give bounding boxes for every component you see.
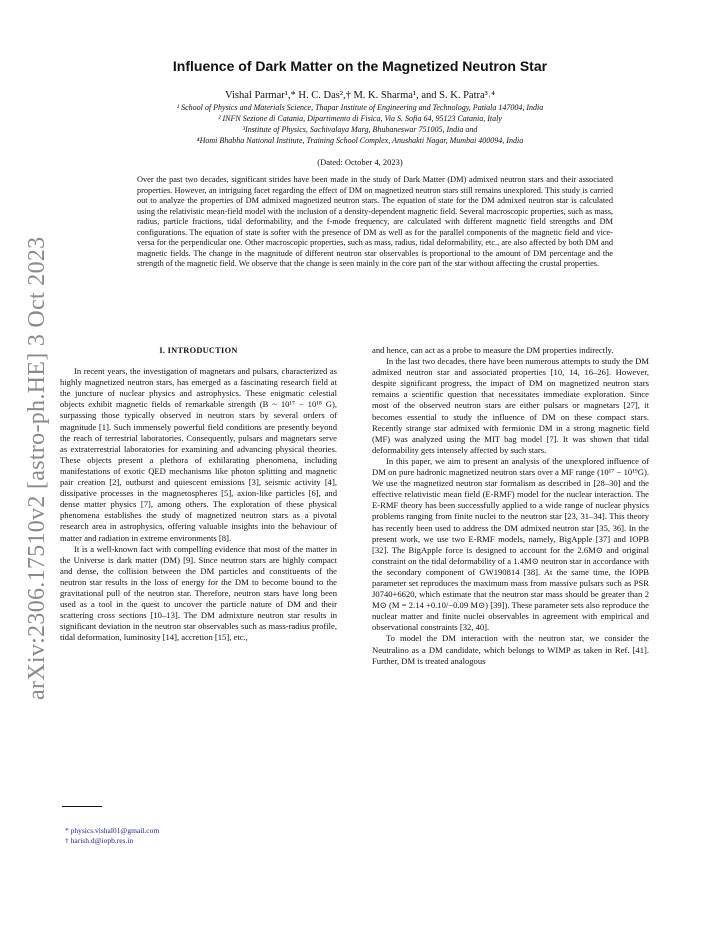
affiliation-4: ⁴Homi Bhabha National Institute, Training School Complex, Anushakti Nagar, Mumbai 400094, India: [196, 136, 524, 145]
paragraph: In this paper, we aim to present an analysis of the unexplored influence of DM on pure hadronic magnetized neutron stars over a MF range (10¹⁷ − 10¹⁹G). We use the magnetized neutron star formalism as described in [28–30] and the effective relativistic mean field (E-RMF) model for the nuclear interaction. The E-RMF theory has been successfully applied to a wide range of nuclear physics problems ranging from finite nuclei to the neutron star [23, 31–34]. This theory has recently been used to address the DM admixed neutron star [35, 36]. In the present work, we use two E-RMF models, namely, BigApple [37] and IOPB [32]. The BigApple force is designed to account for the 2.6M⊙ and original constraint on the tidal deformability of a 1.4M⊙ neutron star in accordance with the secondary component of GW190814 [38]. At the same time, the IOPB parameter set reproduces the maximum mass from massive pulsars such as PSR J0740+6620, which estimate that the neutron star mass should be greater than 2 M⊙ (M = 2.14 +0.10/−0.09 M⊙) [39]). These parameter sets also reproduce the nuclear matter and finite nuclei observables in agreement with empirical and observational constraints [32, 40].: [372, 455, 649, 633]
author-list: Vishal Parmar¹,* H. C. Das²,† M. K. Sharma¹, and S. K. Patra³˒⁴: [225, 90, 495, 101]
affiliation-1: ¹ School of Physics and Materials Science, Thapar Institute of Engineering and Technology, Patiala 147004, India: [176, 103, 544, 112]
paragraph: It is a well-known fact with compelling evidence that most of the matter in the Universe is dark matter (DM) [9]. Since neutron stars are highly compact and dense, the collision between the DM particles and constituents of the neutron star results in the loss of energy for the DM to become bound to the gravitational pull of the neutron star. Therefore, neutron stars have long been used as a tool in the quest to uncover the particle nature of DM and their scattering cross sections [10–13]. The DM admixture neutron star results in significant deviation in the neutron star observables such as mass-radius profile, tidal deformation, luminosity [14], accretion [15], etc.,: [60, 543, 337, 643]
paper-title: Influence of Dark Matter on the Magnetized Neutron Star: [172, 58, 548, 74]
left-column: [60, 345, 337, 643]
abstract: Over the past two decades, significant strides have been made in the study of Dark Matter (DM) admixed neutron stars and their associated properties. However, an intriguing facet regarding the effect of DM on magnetized neutron stars still remains unexplored. This study is carried out to analyze the properties of DM admixed magnetized neutron stars. The equation of state for the DM admixed neutron star is calculated using the relativistic mean-field model with the inclusion of a density-dependent magnetic field. Several macroscopic properties, such as mass, radius, particle fractions, tidal deformability, and the f-mode frequency, are calculated with different magnetic field strengths and DM configurations. The equation of state is softer with the presence of DM as well as for the parallel components of the magnetic field and vice-versa for the perpendicular one. Other macroscopic properties, such as mass, radius, tidal deformability, etc., are also affected by both DM and magnetic fields. The change in the magnitude of different neutron star observables is proportional to the amount of DM percentage and the strength of the magnetic field. We observe that the change is seen mainly in the core part of the star without affecting the crustal properties.: [137, 175, 613, 268]
footnote-email-link[interactable]: * physics.vishal01@gmail.com: [65, 826, 160, 835]
right-column: [372, 345, 649, 667]
section-heading-introduction: I. INTRODUCTION: [159, 346, 238, 355]
paragraph: In the last two decades, there have been numerous attempts to study the DM admixed neutron star and associated properties [10, 14, 16–26]. However, despite significant progress, the impact of DM on magnetized neutron stars remains a scientific question that necessitates immediate exploration. Since most of the observed neutron stars are either pulsars or magnetars [27], it becomes essential to study the influence of DM on these compact stars. Recently strange star admixed with fermionic DM in a strong magnetic field (MF) was analyzed using the MIT bag model [7]. It was shown that tidal deformability gets intensely affected by such stars.: [372, 356, 649, 455]
arxiv-identifier-sidebar: [18, 200, 58, 700]
arxiv-id-text: arXiv:2306.17510v2 [astro-ph.HE] 3 Oct 2023: [24, 236, 50, 700]
paragraph: In recent years, the investigation of magnetars and pulsars, characterized as highly magnetized neutron stars, has emerged as a fascinating research field at the juncture of nuclear physics and astrophysics. These enigmatic celestial objects exhibit magnetic fields of remarkable strength (B ~ 10¹⁷ − 10¹⁸ G), surpassing those typically observed in neutron stars by several orders of magnitude [1]. Such immensely powerful field conditions are presently beyond the reach of terrestrial laboratories. Consequently, pulsars and magnetars serve as extraterrestrial laboratories for examining and advancing physical theories. These objects present a plethora of exhilarating phenomena, including manifestations of exotic QED mechanisms like photon splitting and magnetic pair creation [2], outburst and quiescent emissions [3], seismic activity [4], dissipative processes in the magnetospheres [5], axion-like particles [6], and dense matter physics [7], among others. The exploration of these physical phenomena establishes the study of magnetized neutron stars as a pivotal research area in astrophysics, offering valuable insights into the behaviour of matter and radiation in extreme environments [8].: [60, 366, 337, 543]
paragraph: and hence, can act as a probe to measure the DM properties indirectly.: [372, 345, 614, 355]
footnote-divider: [62, 806, 102, 807]
paragraph: To model the DM interaction with the neutron star, we consider the Neutralino as a DM candidate, which belongs to WIMP as taken in Ref. [41]. Further, DM is treated analogous: [372, 633, 649, 666]
footnote-email-link[interactable]: † harish.d@iopb.res.in: [65, 836, 134, 845]
date-line: (Dated: October 4, 2023): [317, 157, 403, 167]
affiliation-2: ² INFN Sezione di Catania, Dipartimento di Fisica, Via S. Sofia 64, 95123 Catania, Italy: [218, 114, 502, 123]
affiliation-3: ³Institute of Physics, Sachivalaya Marg, Bhubaneswar 751005, India and: [242, 125, 478, 134]
footnotes: [65, 826, 159, 846]
